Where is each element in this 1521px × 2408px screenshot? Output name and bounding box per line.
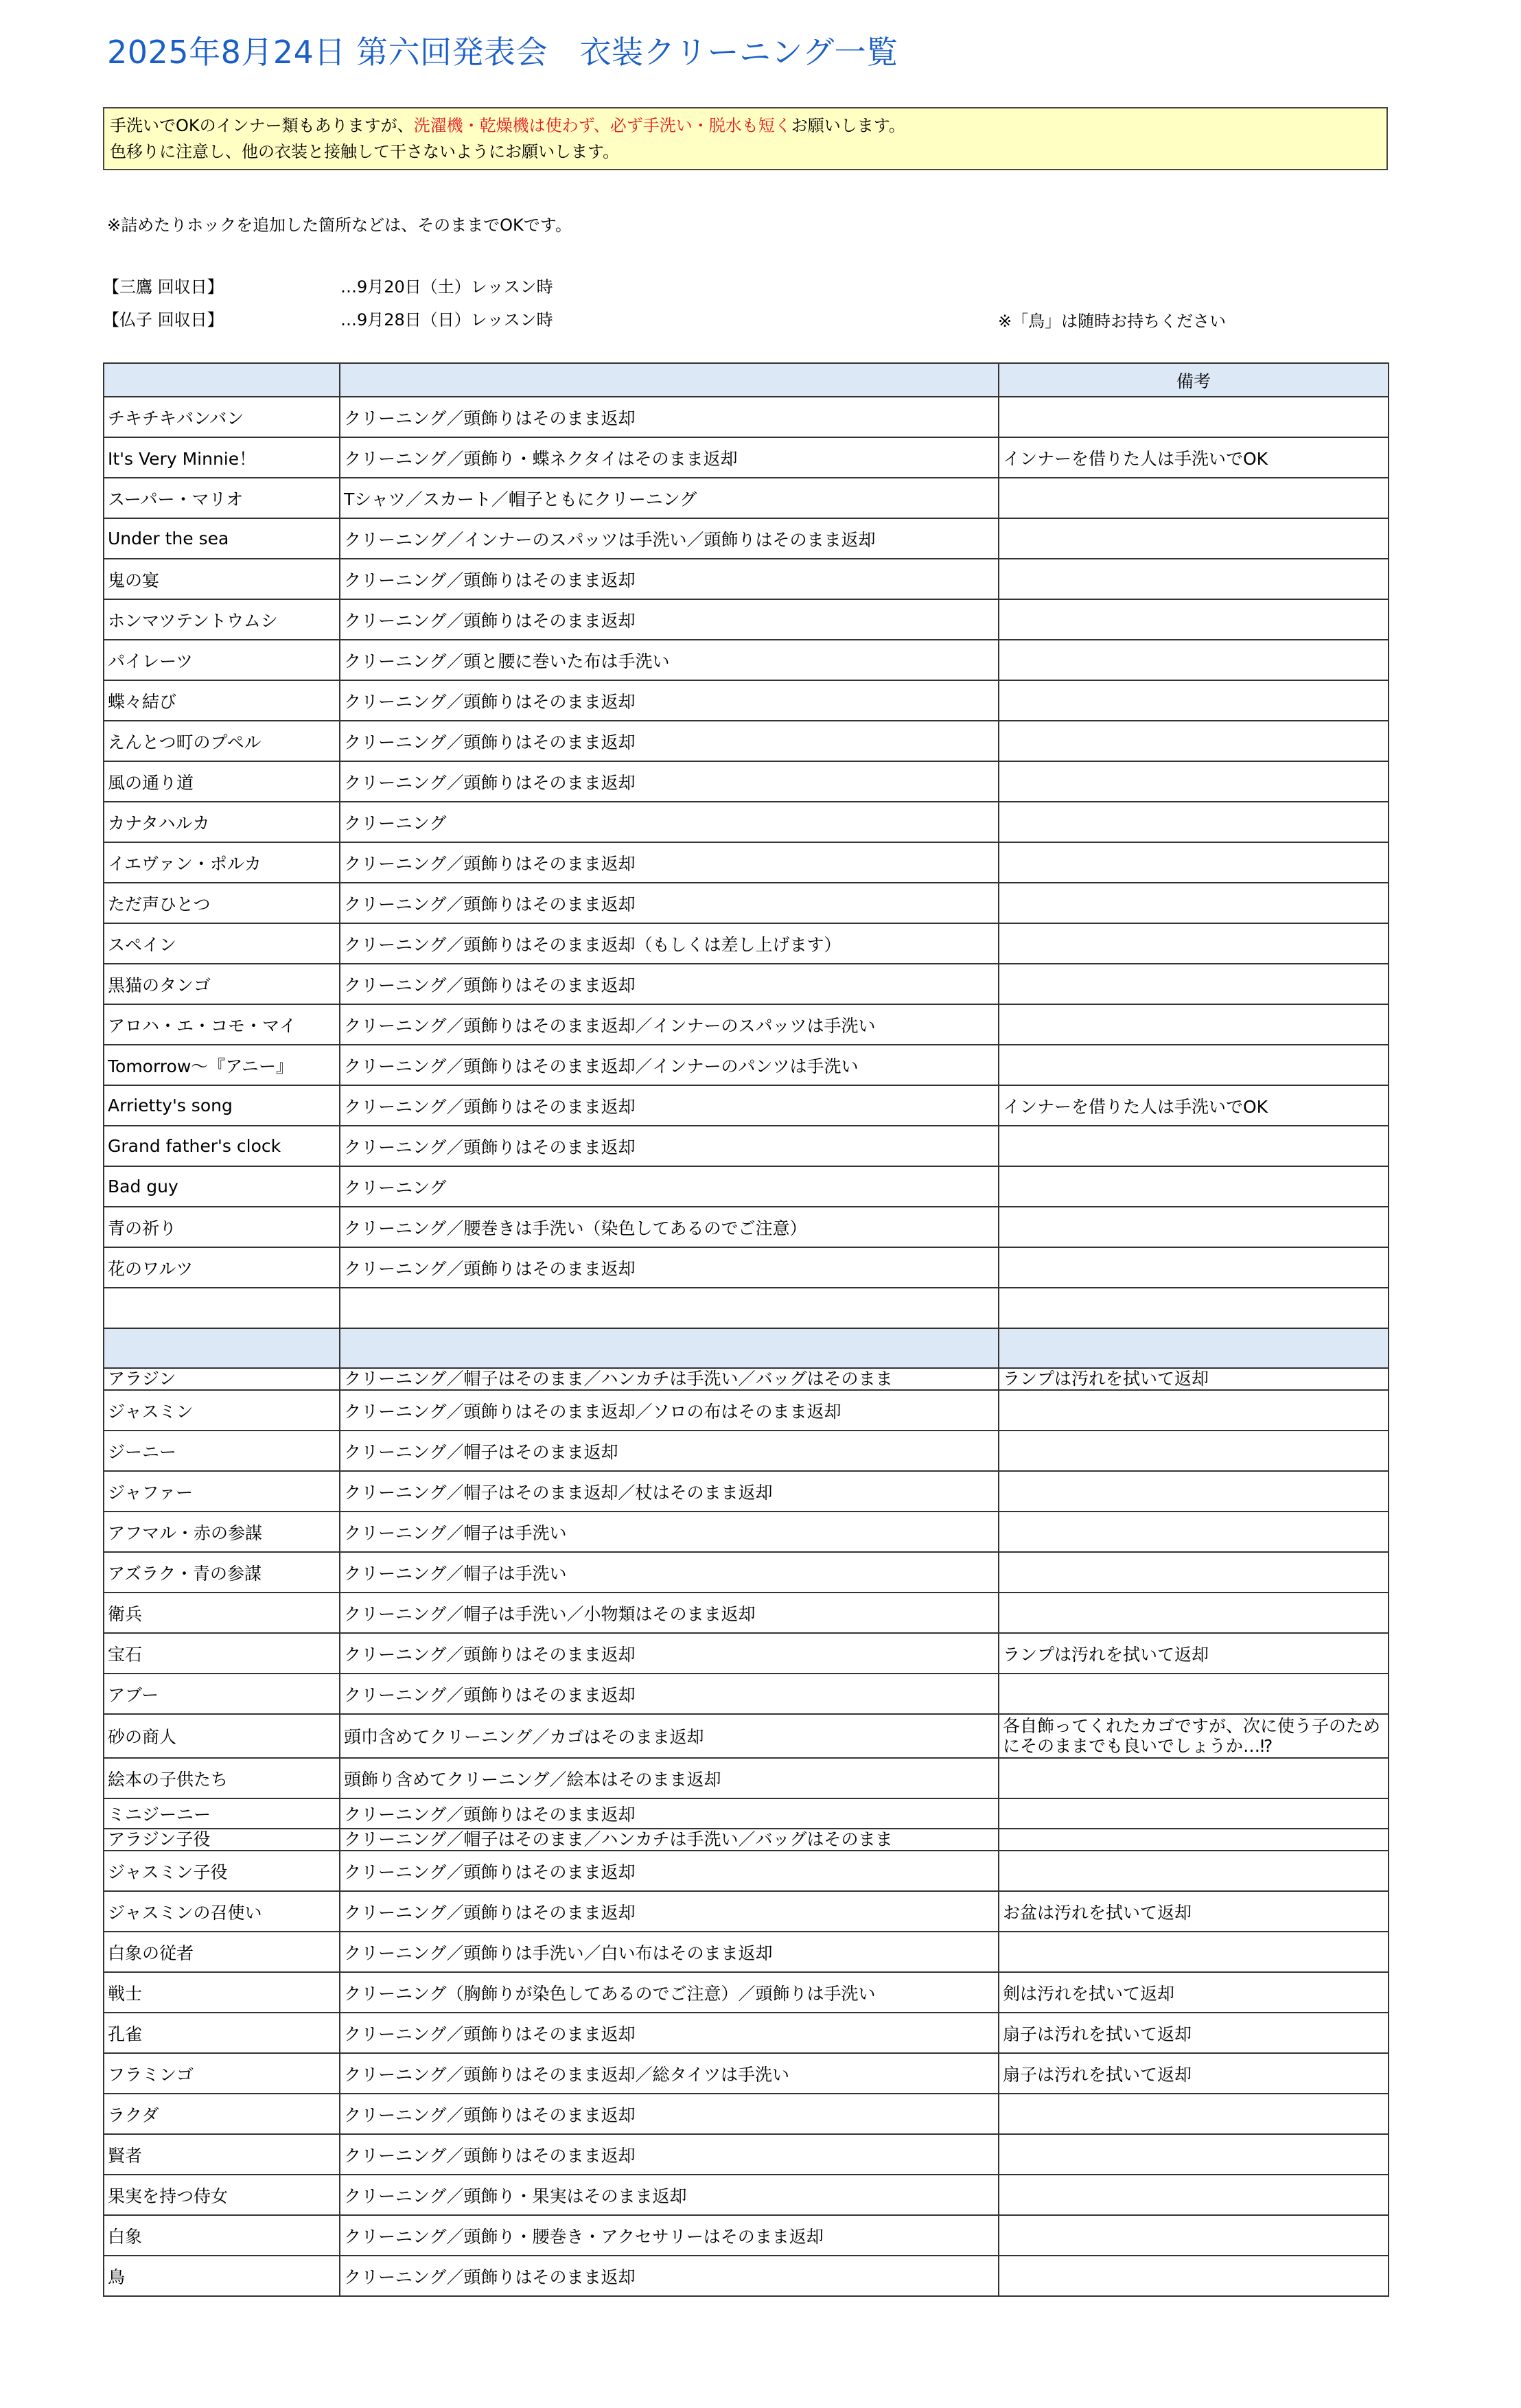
costume-name: 衛兵 [104, 1593, 340, 1633]
costume-name: イエヴァン・ポルカ [104, 842, 340, 883]
remark-cell [999, 1798, 1389, 1829]
cleaning-instruction: クリーニング／頭飾りはそのまま返却 [340, 1085, 999, 1126]
table-row [104, 2094, 1389, 2134]
table-row [104, 559, 1389, 599]
costume-name: 孔雀 [104, 2013, 340, 2053]
table-row [104, 599, 1389, 640]
notice-box [103, 107, 1388, 170]
table-row [104, 2013, 1389, 2053]
cleaning-instruction: クリーニング／頭飾りはそのまま返却 [340, 964, 999, 1004]
table-row [104, 1085, 1389, 1126]
cleaning-instruction: クリーニング／頭飾りはそのまま返却 [340, 721, 999, 761]
section-divider-row [104, 1328, 1389, 1368]
cleaning-instruction: クリーニング／頭飾りはそのまま返却 [340, 2013, 999, 2053]
costume-name: 白象の従者 [104, 1932, 340, 1972]
cleaning-instruction: クリーニング／頭飾りはそのまま返却／総タイツは手洗い [340, 2053, 999, 2094]
cleaning-instruction: クリーニング／頭飾りはそのまま返却 [340, 1247, 999, 1288]
remark-cell [999, 1593, 1389, 1633]
cleaning-instruction: クリーニング／帽子はそのまま／ハンカチは手洗い／バッグはそのまま [340, 1368, 999, 1390]
cleaning-instruction: クリーニング／頭飾りはそのまま返却 [340, 883, 999, 923]
table-row [104, 1891, 1389, 1932]
cleaning-instruction: クリーニング／頭飾りはそのまま返却 [340, 761, 999, 802]
table-row [104, 883, 1389, 923]
remark-cell [999, 1247, 1389, 1288]
costume-name: アブー [104, 1674, 340, 1714]
remark-cell: 扇子は汚れを拭いて返却 [999, 2013, 1389, 2053]
remark-cell: ランプは汚れを拭いて返却 [999, 1633, 1389, 1674]
remark-cell [999, 1207, 1389, 1247]
table-row [104, 923, 1389, 964]
remark-cell [999, 2134, 1389, 2175]
remark-cell [999, 1512, 1389, 1552]
table-row [104, 1471, 1389, 1512]
notice-text: お願いします。 [791, 116, 905, 135]
cleaning-instruction: クリーニング／頭飾りはそのまま返却／インナーのパンツは手洗い [340, 1045, 999, 1085]
remark-cell [999, 478, 1389, 518]
table-row [104, 1798, 1389, 1829]
remark-cell [999, 1674, 1389, 1714]
remark-cell [999, 1851, 1389, 1891]
costume-name: パイレーツ [104, 640, 340, 680]
cleaning-instruction: クリーニング／頭飾りはそのまま返却／ソロの布はそのまま返却 [340, 1390, 999, 1431]
costume-name: 黒猫のタンゴ [104, 964, 340, 1004]
notice-line-2: 色移りに注意し、他の衣装と接触して干さないようにお願いします。 [110, 142, 620, 161]
remark-cell [999, 883, 1389, 923]
notice-text: 手洗いでOKのインナー類もありますが、 [110, 116, 414, 135]
cleaning-instruction: クリーニング／頭飾りはそのまま返却 [340, 1126, 999, 1166]
costume-table [103, 362, 1389, 2297]
cleaning-instruction: クリーニング／頭飾りはそのまま返却 [340, 2134, 999, 2175]
costume-name: 賢者 [104, 2134, 340, 2175]
collection-date-bushi: …9月28日（日）レッスン時 [340, 310, 553, 329]
remark-cell [999, 1829, 1389, 1851]
costume-name: ジャスミン子役 [104, 1851, 340, 1891]
table-row [104, 1512, 1389, 1552]
table-row [104, 1390, 1389, 1431]
cleaning-instruction: クリーニング／インナーのスパッツは手洗い／頭飾りはそのまま返却 [340, 518, 999, 559]
remark-cell [999, 761, 1389, 802]
collection-label-bushi: 【仏子 回収日】 [103, 310, 224, 329]
cleaning-instruction: クリーニング／頭飾り・腰巻き・アクセサリーはそのまま返却 [340, 2215, 999, 2256]
cleaning-instruction: クリーニング／頭飾りはそのまま返却（もしくは差し上げます） [340, 923, 999, 964]
remark-cell [999, 559, 1389, 599]
empty-cell [999, 1328, 1389, 1368]
cleaning-instruction: クリーニング／帽子は手洗い／小物類はそのまま返却 [340, 1593, 999, 1633]
remark-cell: 剣は汚れを拭いて返却 [999, 1972, 1389, 2013]
cleaning-instruction: クリーニング（胸飾りが染色してあるのでご注意）／頭飾りは手洗い [340, 1972, 999, 2013]
cleaning-instruction: クリーニング／帽子はそのまま返却／杖はそのまま返却 [340, 1471, 999, 1512]
remark-cell: お盆は汚れを拭いて返却 [999, 1891, 1389, 1932]
cleaning-instruction: クリーニング [340, 1166, 999, 1207]
collection-label-mitaka: 【三鷹 回収日】 [103, 277, 224, 297]
cleaning-instruction: クリーニング／頭飾りはそのまま返却 [340, 2094, 999, 2134]
table-row [104, 2175, 1389, 2215]
costume-name: 蝶々結び [104, 680, 340, 721]
costume-name: ただ声ひとつ [104, 883, 340, 923]
costume-name: Arrietty's song [104, 1085, 340, 1126]
costume-name: 宝石 [104, 1633, 340, 1674]
costume-name: 果実を持つ侍女 [104, 2175, 340, 2215]
remark-cell [999, 1004, 1389, 1045]
costume-name: アロハ・エ・コモ・マイ [104, 1004, 340, 1045]
costume-name: 砂の商人 [104, 1714, 340, 1758]
remark-cell [999, 721, 1389, 761]
table-row [104, 1166, 1389, 1207]
cleaning-instruction: クリーニング／頭飾りはそのまま返却 [340, 1633, 999, 1674]
table-row [104, 1851, 1389, 1891]
costume-name: スーパー・マリオ [104, 478, 340, 518]
cleaning-instruction: 頭飾り含めてクリーニング／絵本はそのまま返却 [340, 1758, 999, 1798]
costume-name: 戦士 [104, 1972, 340, 2013]
cleaning-instruction: クリーニング／頭飾りはそのまま返却 [340, 1851, 999, 1891]
remark-cell [999, 1045, 1389, 1085]
costume-name: 花のワルツ [104, 1247, 340, 1288]
table-row [104, 680, 1389, 721]
remark-cell [999, 2094, 1389, 2134]
costume-name: カナタハルカ [104, 802, 340, 842]
remark-cell: ランプは汚れを拭いて返却 [999, 1368, 1389, 1390]
remark-cell [999, 923, 1389, 964]
page-title: 2025年8月24日 第六回発表会 衣装クリーニング一覧 [107, 34, 898, 71]
notice-warning-text: 洗濯機・乾燥機は使わず、必ず手洗い・脱水も短く [413, 116, 791, 135]
table-row [104, 721, 1389, 761]
table-row [104, 1004, 1389, 1045]
table-row [104, 397, 1389, 437]
table-row [104, 1126, 1389, 1166]
hook-note: ※詰めたりホックを追加した箇所などは、そのままでOKです。 [107, 216, 572, 235]
remark-cell [999, 802, 1389, 842]
table-row [104, 1368, 1389, 1390]
remark-cell [999, 2256, 1389, 2296]
empty-cell [340, 1328, 999, 1368]
costume-name: ジャファー [104, 1471, 340, 1512]
costume-name: 絵本の子供たち [104, 1758, 340, 1798]
table-row [104, 437, 1389, 478]
costume-name: ジャスミンの召使い [104, 1891, 340, 1932]
remark-cell [999, 964, 1389, 1004]
table-row [104, 1714, 1389, 1758]
table-row [104, 2053, 1389, 2094]
table-row [104, 1247, 1389, 1288]
costume-name: It's Very Minnie！ [104, 437, 340, 478]
table-row [104, 802, 1389, 842]
blank-row [104, 1288, 1389, 1328]
cleaning-instruction: クリーニング／頭飾りはそのまま返却／インナーのスパッツは手洗い [340, 1004, 999, 1045]
table-row [104, 1593, 1389, 1633]
cleaning-instruction: クリーニング／頭飾りはそのまま返却 [340, 680, 999, 721]
table-row [104, 842, 1389, 883]
table-row [104, 1829, 1389, 1851]
table-row [104, 1552, 1389, 1593]
costume-name: 青の祈り [104, 1207, 340, 1247]
remark-cell [999, 1552, 1389, 1593]
header-remark: 備考 [999, 363, 1389, 397]
costume-name: 鳥 [104, 2256, 340, 2296]
table-row [104, 1431, 1389, 1471]
costume-name: チキチキバンバン [104, 397, 340, 437]
table-row [104, 1674, 1389, 1714]
notice-line-1 [110, 113, 1381, 139]
costume-name: 風の通り道 [104, 761, 340, 802]
table-row [104, 1207, 1389, 1247]
costume-name: スペイン [104, 923, 340, 964]
costume-name: 白象 [104, 2215, 340, 2256]
remark-cell [999, 599, 1389, 640]
remark-cell [999, 842, 1389, 883]
costume-name: 鬼の宴 [104, 559, 340, 599]
costume-name: アズラク・青の参謀 [104, 1552, 340, 1593]
costume-name: アラジン [104, 1368, 340, 1390]
empty-cell [340, 1288, 999, 1328]
empty-cell [999, 1288, 1389, 1328]
cleaning-instruction: Tシャツ／スカート／帽子ともにクリーニング [340, 478, 999, 518]
remark-cell [999, 680, 1389, 721]
costume-name: Grand father's clock [104, 1126, 340, 1166]
remark-cell: 扇子は汚れを拭いて返却 [999, 2053, 1389, 2094]
table-row [104, 640, 1389, 680]
costume-name: アフマル・赤の参謀 [104, 1512, 340, 1552]
table-row [104, 1972, 1389, 2013]
remark-cell [999, 2175, 1389, 2215]
cleaning-instruction: クリーニング／頭飾りはそのまま返却 [340, 842, 999, 883]
empty-cell [104, 1328, 340, 1368]
costume-name: ジャスミン [104, 1390, 340, 1431]
cleaning-instruction: クリーニング／頭飾り・果実はそのまま返却 [340, 2175, 999, 2215]
header-cell [340, 363, 999, 397]
costume-name: アラジン子役 [104, 1829, 340, 1851]
cleaning-instruction: クリーニング／頭飾りはそのまま返却 [340, 2256, 999, 2296]
header-cell [104, 363, 340, 397]
remark-cell [999, 1390, 1389, 1431]
remark-cell [999, 1471, 1389, 1512]
remark-cell [999, 1126, 1389, 1166]
costume-name: えんとつ町のプペル [104, 721, 340, 761]
collection-date-mitaka: …9月20日（土）レッスン時 [340, 277, 553, 297]
costume-name: ホンマツテントウムシ [104, 599, 340, 640]
cleaning-instruction: クリーニング／頭飾りは手洗い／白い布はそのまま返却 [340, 1932, 999, 1972]
costume-name: Tomorrow～『アニー』 [104, 1045, 340, 1085]
table-header-row [104, 363, 1389, 397]
costume-name: Under the sea [104, 518, 340, 559]
remark-cell [999, 2215, 1389, 2256]
cleaning-instruction: クリーニング／頭飾り・蝶ネクタイはそのまま返却 [340, 437, 999, 478]
bird-note: ※「鳥」は随時お持ちください [998, 312, 1227, 331]
cleaning-instruction: クリーニング [340, 802, 999, 842]
remark-cell [999, 640, 1389, 680]
table-row [104, 2256, 1389, 2296]
table-row [104, 964, 1389, 1004]
table-row [104, 478, 1389, 518]
cleaning-instruction: 頭巾含めてクリーニング／カゴはそのまま返却 [340, 1714, 999, 1758]
cleaning-instruction: クリーニング／頭飾りはそのまま返却 [340, 1891, 999, 1932]
remark-cell: インナーを借りた人は手洗いでOK [999, 437, 1389, 478]
remark-cell [999, 1758, 1389, 1798]
remark-cell [999, 1166, 1389, 1207]
cleaning-instruction: クリーニング／腰巻きは手洗い（染色してあるのでご注意） [340, 1207, 999, 1247]
table-row [104, 518, 1389, 559]
cleaning-instruction: クリーニング／頭飾りはそのまま返却 [340, 559, 999, 599]
remark-cell: 各自飾ってくれたカゴですが、次に使う子のためにそのままでも良いでしょうか…⁉ [999, 1714, 1389, 1758]
table-row [104, 1045, 1389, 1085]
cleaning-instruction: クリーニング／頭飾りはそのまま返却 [340, 1798, 999, 1829]
costume-name: ジーニー [104, 1431, 340, 1471]
remark-cell: インナーを借りた人は手洗いでOK [999, 1085, 1389, 1126]
cleaning-instruction: クリーニング／頭と腰に巻いた布は手洗い [340, 640, 999, 680]
remark-cell [999, 397, 1389, 437]
remark-cell [999, 1932, 1389, 1972]
cleaning-instruction: クリーニング／帽子は手洗い [340, 1552, 999, 1593]
table-row [104, 2215, 1389, 2256]
cleaning-instruction: クリーニング／頭飾りはそのまま返却 [340, 1674, 999, 1714]
table-row [104, 1932, 1389, 1972]
remark-cell [999, 1431, 1389, 1471]
cleaning-instruction: クリーニング／帽子はそのまま／ハンカチは手洗い／バッグはそのまま [340, 1829, 999, 1851]
remark-cell [999, 518, 1389, 559]
empty-cell [104, 1288, 340, 1328]
table-row [104, 2134, 1389, 2175]
costume-name: ラクダ [104, 2094, 340, 2134]
cleaning-instruction: クリーニング／頭飾りはそのまま返却 [340, 397, 999, 437]
cleaning-instruction: クリーニング／頭飾りはそのまま返却 [340, 599, 999, 640]
table-row [104, 1633, 1389, 1674]
costume-name: Bad guy [104, 1166, 340, 1207]
table-row [104, 761, 1389, 802]
costume-name: ミニジーニー [104, 1798, 340, 1829]
cleaning-instruction: クリーニング／帽子はそのまま返却 [340, 1431, 999, 1471]
cleaning-instruction: クリーニング／帽子は手洗い [340, 1512, 999, 1552]
table-row [104, 1758, 1389, 1798]
costume-name: フラミンゴ [104, 2053, 340, 2094]
